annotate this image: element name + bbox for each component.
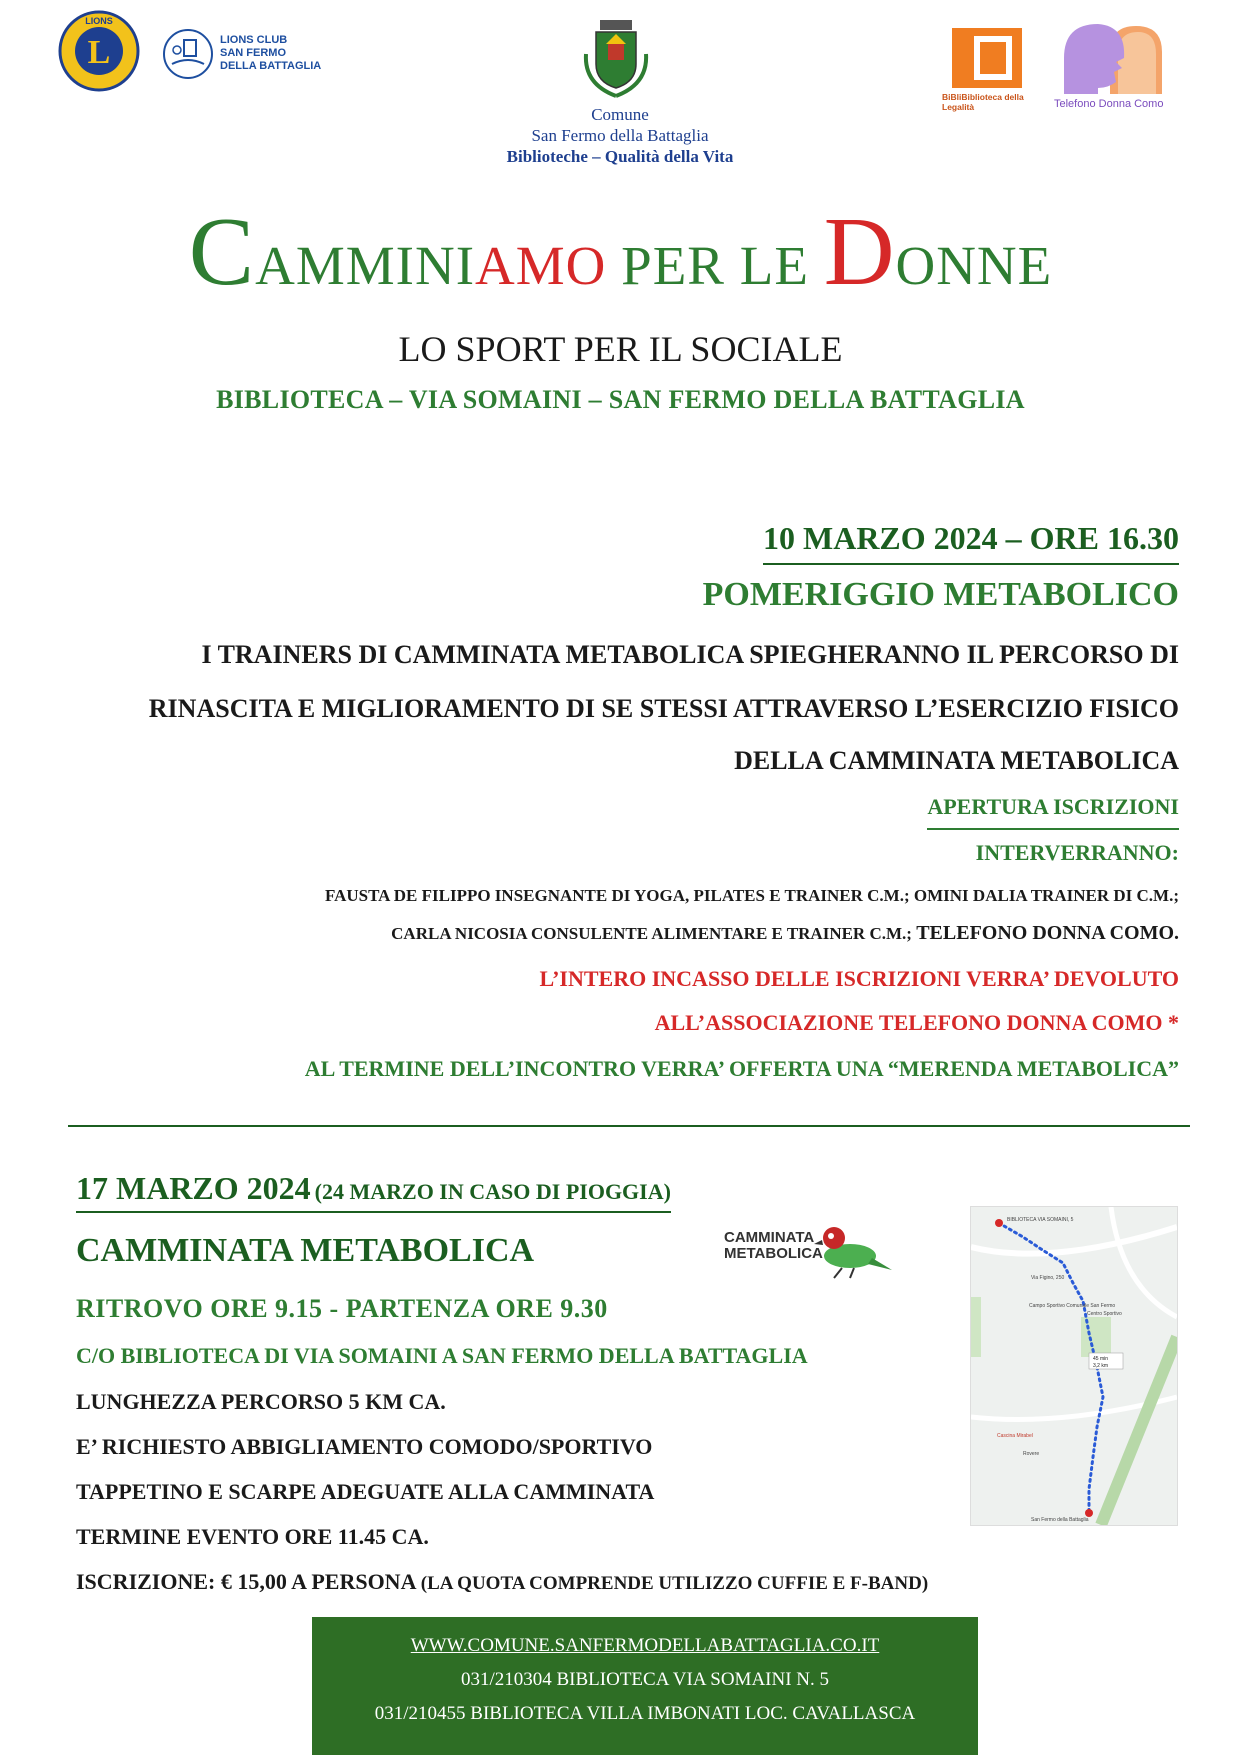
main-title [0,198,1241,306]
lions-club-san-fermo-logo [162,28,214,80]
website-link[interactable]: WWW.COMUNE.SANFERMODELLABATTAGLIA.CO.IT [410,1635,880,1656]
camminata-metabolica-logo [722,1212,894,1282]
route-map [970,1206,1178,1526]
event2-info-line: TERMINE EVENTO ORE 11.45 CA. [76,1524,429,1549]
event1-date: 10 MARZO 2024 – ORE 16.30 [763,520,1179,565]
event1-merenda-note: AL TERMINE DELL’INCONTRO VERRA’ OFFERTA UNA “MERENDA METABOLICA” [304,1056,1179,1081]
lions-club-name: LIONS CLUB SAN FERMO DELLA BATTAGLIA [220,34,322,72]
event2-meeting-place: C/O BIBLIOTECA DI VIA SOMAINI A SAN FERMO DELLA BATTAGLIA [76,1343,808,1368]
event2-date-line [76,1170,671,1213]
event2-date: 17 MARZO 2024 [76,1170,311,1206]
event1-speakers-heading: INTERVERRANNO: [975,840,1179,865]
event1-speakers-text: CARLA NICOSIA CONSULENTE ALIMENTARE E TRAINER C.M.; [391,924,917,943]
title-onne: ONNE [895,235,1053,296]
event1-description-line: DELLA CAMMINATA METABOLICA [734,746,1179,775]
svg-text:Cascina Mirabel: Cascina Mirabel [997,1433,1033,1439]
telefono-donna-como-caption: Telefono Donna Como [1054,98,1164,110]
event2-price-note: (LA QUOTA COMPRENDE UTILIZZO CUFFIE E F-BAND) [420,1573,929,1594]
lions-international-logo [58,10,140,92]
svg-text:CAMMINATA: CAMMINATA [724,1229,815,1246]
event1-registration-open: APERTURA ISCRIZIONI [927,794,1179,830]
location: BIBLIOTECA – VIA SOMAINI – SAN FERMO DELLA BATTAGLIA [216,385,1025,414]
title-amo: AMO [475,235,607,296]
footer-phone: 031/210455 BIBLIOTECA VILLA IMBONATI LOC. CAVALLASCA [374,1703,916,1724]
comune-heading: Comune San Fermo della Battaglia Biblioteche – Qualità della Vita [506,105,734,166]
svg-text:3,2 km: 3,2 km [1093,1363,1109,1369]
footer-contacts [312,1617,978,1755]
svg-text:45 min: 45 min [1093,1356,1109,1362]
event1-speakers-line: FAUSTA DE FILIPPO INSEGNANTE DI YOGA, PILATES E TRAINER C.M.; OMINI DALIA TRAINER DI C.M.; [324,886,1179,905]
biblioteca-legalita-logo [950,26,1024,90]
subtitle: LO SPORT PER IL SOCIALE [398,329,843,369]
title-camminiamo: AMMINI [255,235,476,296]
event1-donation-note: L’INTERO INCASSO DELLE ISCRIZIONI VERRA’ DEVOLUTO [539,966,1179,991]
svg-text:Rovere: Rovere [1023,1451,1040,1457]
section-divider [68,1125,1190,1127]
event1-description-line: RINASCITA E MIGLIORAMENTO DI SE STESSI ATTRAVERSO L’ESERCIZIO FISICO [148,694,1179,723]
svg-text:L: L [87,34,111,71]
event1-title: POMERIGGIO METABOLICO [702,576,1179,613]
svg-text:METABOLICA: METABOLICA [724,1245,823,1262]
telefono-donna-como-logo [1058,22,1164,96]
title-per-le: PER LE [606,235,824,296]
comune-crest-icon [580,14,652,100]
event1-description-line: I TRAINERS DI CAMMINATA METABOLICA SPIEGHERANNO IL PERCORSO DI [201,640,1179,669]
event2-meeting-time: RITROVO ORE 9.15 - PARTENZA ORE 9.30 [76,1294,608,1323]
biblioteca-legalita-caption: BiBliBiblioteca della Legalità [942,92,1024,112]
event2-price-value: ISCRIZIONE: € 15,00 A PERSONA [76,1569,416,1594]
svg-text:Centro Sportivo: Centro Sportivo [1087,1311,1122,1317]
title-cap-c: C [188,198,256,306]
event1-donation-note: ALL’ASSOCIAZIONE TELEFONO DONNA COMO * [654,1010,1179,1035]
event2-info-line: LUNGHEZZA PERCORSO 5 KM CA. [76,1389,446,1414]
event2-price [76,1569,928,1595]
event2-rain-date: (24 MARZO IN CASO DI PIOGGIA) [314,1179,671,1204]
title-cap-d: D [823,198,896,306]
event1-speakers-line [391,922,1179,945]
svg-text:Via Figino, 250: Via Figino, 250 [1031,1275,1065,1281]
event2-title: CAMMINATA METABOLICA [76,1232,535,1269]
event2-info-line: TAPPETINO E SCARPE ADEGUATE ALLA CAMMINATA [76,1479,655,1504]
footer-phone: 031/210304 BIBLIOTECA VIA SOMAINI N. 5 [460,1669,830,1690]
event2-info-line: E’ RICHIESTO ABBIGLIAMENTO COMODO/SPORTIVO [76,1434,653,1459]
event1-speakers-tdc: TELEFONO DONNA COMO. [916,922,1179,944]
svg-text:San Fermo della Battaglia: San Fermo della Battaglia [1031,1517,1089,1523]
svg-text:Campo Sportivo Comunale San Fe: Campo Sportivo Comunale San Fermo [1029,1303,1116,1309]
svg-text:BIBLIOTECA VIA SOMAINI, 5: BIBLIOTECA VIA SOMAINI, 5 [1007,1217,1074,1223]
svg-text:LIONS: LIONS [85,16,113,26]
